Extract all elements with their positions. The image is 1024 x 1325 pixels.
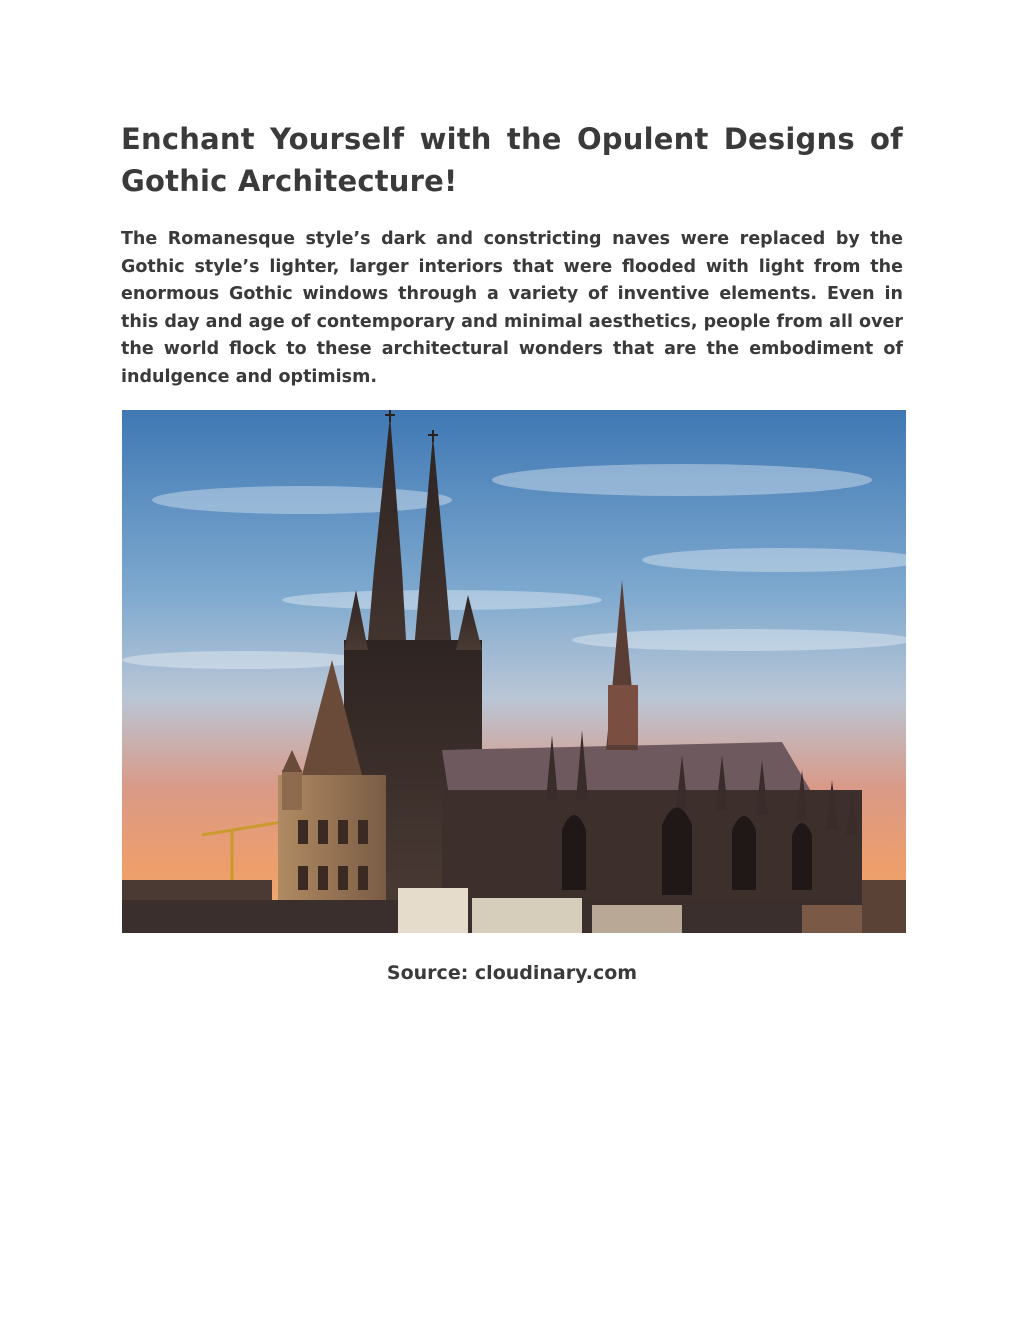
body-paragraph: The Romanesque style’s dark and constricting naves were replaced by the Gothic style’s lighter, larger interiors that were flooded with light from the enormous Gothic windows through a variety of inventive elements. Even in this day and age of contemporary and minimal aesthetics, people from all over the world flock to these architectural wonders that are the embodiment of indulgence and optimism. [121, 229, 903, 387]
cathedral-illustration [122, 410, 906, 933]
image-caption: Source: cloudinary.com [386, 962, 638, 984]
page-title: Enchant Yourself with the Opulent Designs of Gothic Architecture! [121, 122, 903, 198]
cathedral-photo [122, 410, 906, 933]
